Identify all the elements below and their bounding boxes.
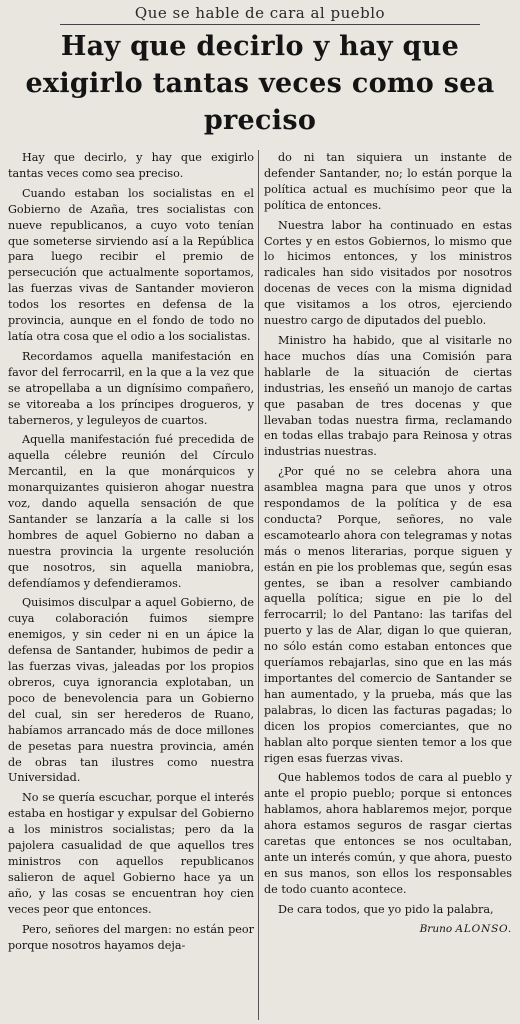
paragraph: Quisimos disculpar a aquel Gobierno, de cuya colaboración fuimos siempre enemigos, y sin ceder ni en un ápice la defensa de Santander, hubimos de pedir a las fuerzas vivas, jaleadas por los propios obreros, cuya ignorancia explotaban, un poco de benevolencia para un Gobierno del cual, sin ser herederos de Ruano, habíamos arrancado más de doce millones de pesetas para nuestra provincia, amén de obras tan ilustres como nuestra Universidad. [8, 596, 254, 785]
column-divider [258, 150, 259, 1020]
author-first-name: Bruno [419, 922, 453, 935]
author-signature [264, 922, 512, 938]
kicker-rule [60, 24, 480, 25]
paragraph: No se quería escuchar, porque el interés estaba en hostigar y expulsar del Gobierno a los ministros socialistas; pero da la pajolera casualidad de que aquellos tres ministros con aquellos republicanos salieron de aquel Gobierno hace ya un año, y las cosas se encuentran hoy cien veces peor que entonces. [8, 791, 254, 916]
paragraph: Ministro ha habido, que al visitarle no hace muchos días una Comisión para hablarle de la situación de ciertas industrias, les enseñó un manojo de cartas que pasaban de tres docenas y que llevaban todas nuestra firma, reclamando en todas ellas trabajo para Reinosa y otras industrias nuestras. [264, 333, 512, 459]
article-headline: Hay que decirlo y hay que exigirlo tantas veces como sea preciso [25, 31, 495, 136]
article-kicker: Que se hable de cara al pueblo [134, 4, 386, 22]
paragraph: Recordamos aquella manifestación en favor del ferrocarril, en la que a la vez que se atropellaba a un dignísimo compañero, se vitoreaba a los príncipes drogueros, y taberneros, y leguleyos de cuartos. [8, 349, 254, 427]
paragraph: ¿Por qué no se celebra ahora una asamblea magna para que unos y otros respondamos de la política y de esa conducta? Porque, señores, no vale escamotearlo ahora con telegramas y notas más o menos literarias, porque siguen y están en pie los problemas que, según esas gentes, se iban a resolver cambiando aquella política; sigue en pie lo del ferrocarril; lo del Pantano: las tarifas del puerto y las de Alar, digan lo que quieran, no sólo están como estaban entonces que queríamos rebajarlas, sino que en las más importantes del comercio de Santander se han aumentado, y la prueba, más que las palabras, lo dicen las facturas pagadas; lo dicen los propios comerciantes, que no hablan alto porque sienten temor a los que rigen esas fuerzas vivas. [264, 465, 512, 765]
paragraph: Que hablemos todos de cara al pueblo y ante el propio pueblo; porque si entonces hablamos, ahora hablaremos mejor, porque ahora estamos seguros de rasgar ciertas caretas que entonces se nos ocultaban, ante un interés común, y que ahora, puesto en sus manos, son ellos los responsables de todo cuanto acontece. [264, 771, 512, 896]
paragraph: Aquella manifestación fué precedida de aquella célebre reunión del Círculo Mercantil, en la que monárquicos y monarquizantes quisieron ahogar nuestra voz, dando aquella sensación de que Santander se lanzaría a la calle si los hombres de aquel Gobierno no daban a nuestra provincia la urgente resolución que nosotros, sin aquella maniobra, defendíamos y defendieramos. [8, 433, 254, 590]
paragraph: Hay que decirlo, y hay que exigirlo tantas veces como sea preciso. [8, 151, 254, 180]
paragraph: Cuando estaban los socialistas en el Gobierno de Azaña, tres socialistas con nueve republicanos, a cuyo voto tenían que someterse sirviendo así a la República para luego recibir el premio de persecución que actualmente soportamos, las fuerzas vivas de Santander movieron todos los resortes en defensa de la provincia, aunque en el fondo de todo no latía otra cosa que el odio a los socialistas. [8, 186, 254, 343]
paragraph: De cara todos, que yo pido la palabra, [278, 902, 494, 916]
right-column [264, 150, 512, 938]
left-column [8, 150, 254, 957]
paragraph: Pero, señores del margen: no están peor porque nosotros hayamos deja- [8, 922, 254, 952]
paragraph: Nuestra labor ha continuado en estas Cortes y en estos Gobiernos, lo mismo que lo hicimos entonces, y los ministros radicales han sido visitados por nosotros docenas de veces con la misma dignidad que visitamos a los otros, ejerciendo nuestro cargo de diputados del pueblo. [264, 218, 512, 328]
author-surname: ALONSO. [455, 922, 512, 935]
paragraph: do ni tan siquiera un instante de defender Santander, no; lo están porque la política actual es muchísimo peor que la política de entonces. [264, 151, 512, 212]
